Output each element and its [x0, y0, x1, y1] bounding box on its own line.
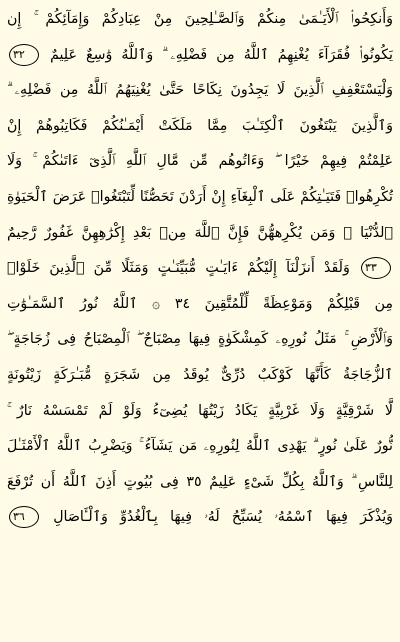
verse-line: [7, 38, 393, 74]
verse-line: [7, 251, 393, 287]
verse-text: عَلِمْتُمْ فِيهِمْ خَيْرًا ۖ وَءَاتُوهُم مِّن مَّالِ ٱللَّهِ ٱلَّذِىٓ ءَاتَىٰكُمْ ۚ وَلَا: [7, 153, 393, 170]
verse-text: ٱلدُّنْيَا ۚ وَمَن يُكْرِههُّنَّ فَإِنَّ ٱللَّهَ مِنۢ بَعْدِ إِكْرَٰهِهِنَّ غَفُورٌ رَّحِيمٌ: [7, 224, 393, 241]
ayah-number-marker: ٣٢: [9, 44, 39, 66]
ayah-number-marker: ٣٣: [361, 257, 391, 279]
verse-text: وَلْيَسْتَعْفِفِ ٱلَّذِينَ لَا يَجِدُونَ نِكَاحًا حَتَّىٰ يُغْنِيَهُمُ ٱللَّهُ مِن فَضْلِهِۦ ۗ: [7, 82, 393, 99]
verse-text: لِلنَّاسِ ۗ وَٱللَّهُ بِكُلِّ شَىْءٍ عَلِيمٌ ٣٥ فِى بُيُوتٍ أَذِنَ ٱللَّهُ أَن تُرْفَعَ: [7, 473, 393, 490]
verse-line: [7, 465, 393, 501]
verse-text: وَيُذْكَرَ فِيهَا ٱسْمُهُۥ يُسَبِّحُ لَهُۥ فِيهَا بِٱلْغُدُوِّ وَٱلْـَٔاصَالِ: [53, 509, 393, 526]
verse-line: [7, 429, 393, 465]
verse-text: وَٱلْأَرْضِ ۚ مَثَلُ نُورِهِۦ كَمِشْكَوٰةٍ فِيهَا مِصْبَاحٌ ۖ ٱلْمِصْبَاحُ فِى زُجَاجَةٍ ۖ: [7, 331, 393, 348]
verse-text: وَأَنكِحُوا۟ ٱلْأَيَـٰمَىٰ مِنكُمْ وَٱلصَّـٰلِحِينَ مِنْ عِبَادِكُمْ وَإِمَآئِكُمْ ۚ إِن: [7, 11, 393, 27]
verse-text: نُّورٌ عَلَىٰ نُورٍ ۗ يَهْدِى ٱللَّهُ لِنُورِهِۦ مَن يَشَآءُ ۚ وَيَضْرِبُ ٱللَّهُ ٱلْأَمْثَـٰلَ: [7, 438, 393, 455]
verse-text: وَٱلَّذِينَ يَبْتَغُونَ ٱلْكِتَـٰبَ مِمَّا مَلَكَتْ أَيْمَـٰنُكُمْ فَكَاتِبُوهُمْ إِنْ: [7, 117, 393, 134]
verse-text: ٱلزُّجَاجَةُ كَأَنَّهَا كَوْكَبٌ دُرِّىٌّ يُوقَدُ مِن شَجَرَةٍ مُّبَـٰرَكَةٍ زَيْتُونَةٍ: [7, 366, 393, 383]
verse-line: [7, 287, 393, 323]
verse-line: [7, 394, 393, 430]
verse-text: مِن قَبْلِكُمْ وَمَوْعِظَةً لِّلْمُتَّقِينَ ٣٤ ۞ ٱللَّهُ نُورُ ٱلسَّمَـٰوَٰتِ: [7, 295, 393, 312]
verse-text: وَلَقَدْ أَنزَلْنَآ إِلَيْكُمْ ءَايَـٰتٍ مُّبَيِّنَـٰتٍ وَمَثَلًا مِّنَ ٱلَّذِينَ خَلَوْا۟: [7, 260, 350, 277]
verse-line: [7, 358, 393, 394]
verse-line: [7, 144, 393, 180]
verse-line: [7, 322, 393, 358]
verse-text: لَّا شَرْقِيَّةٍ وَلَا غَرْبِيَّةٍ يَكَادُ زَيْتُهَا يُضِىٓءُ وَلَوْ لَمْ تَمْسَسْهُ نَارٌ ۚ: [7, 402, 393, 419]
verse-line: [7, 216, 393, 252]
verse-line: [7, 500, 393, 536]
verse-line: [7, 2, 393, 38]
verse-line: [7, 109, 393, 145]
verse-line: [7, 180, 393, 216]
verse-line: [7, 73, 393, 109]
verse-text: يَكُونُوا۟ فُقَرَآءَ يُغْنِهِمُ ٱللَّهُ مِن فَضْلِهِۦ ۗ وَٱللَّهُ وَٰسِعٌ عَلِيمٌ: [50, 46, 393, 63]
ayah-number-marker: ٣٦: [9, 506, 39, 528]
verse-text: تُكْرِهُوا۟ فَتَيَـٰتِكُمْ عَلَى ٱلْبِغَآءِ إِنْ أَرَدْنَ تَحَصُّنًا لِّتَبْتَغُوا۟ عَرَضَ ٱلْحَيَوٰةِ: [7, 188, 393, 205]
